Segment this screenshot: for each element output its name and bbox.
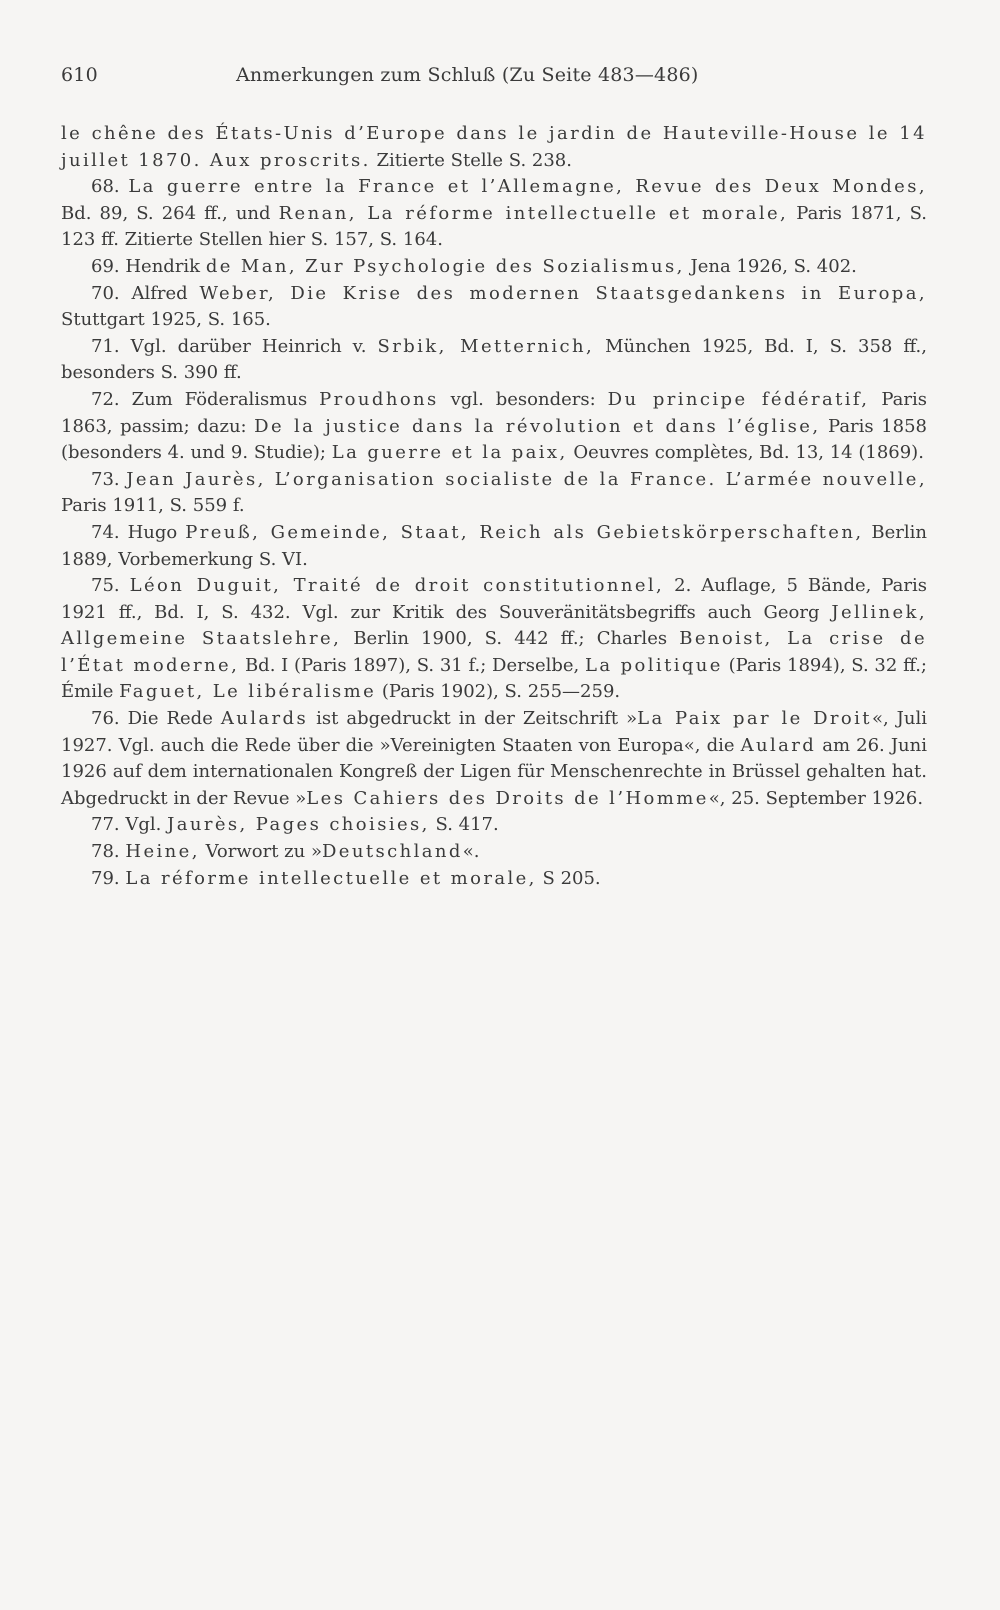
note-text: München 1925, Bd. I, S. 358 ff., besonders S. 390 ff. xyxy=(61,335,927,384)
endnote-73 xyxy=(61,467,927,520)
spaced-citation: Weber, Die Krise des modernen Staatsgedankens in Europa, xyxy=(199,282,927,304)
note-text: (Paris 1902), S. 255—259. xyxy=(376,681,621,703)
note-text: 74. Hugo xyxy=(91,521,186,543)
note-text: 70. Alfred xyxy=(91,282,200,304)
note-text: «, 25. September 1926. xyxy=(708,787,924,809)
endnote-77 xyxy=(61,812,927,839)
spaced-citation: Srbik, Metternich, xyxy=(377,335,595,357)
endnote-70 xyxy=(61,281,927,334)
spaced-citation: La Paix par le Droit xyxy=(637,708,872,730)
endnote-69 xyxy=(61,254,927,281)
note-text: 69. Hendrik xyxy=(91,255,206,277)
note-text: 76. Die Rede xyxy=(91,708,221,730)
endnote-74 xyxy=(61,520,927,573)
note-text: Paris 1863, passim; dazu: xyxy=(61,388,928,437)
note-text: Vorwort zu » xyxy=(199,841,322,863)
note-text: 78. xyxy=(91,841,126,863)
endnote-72 xyxy=(61,387,927,467)
page-number: 610 xyxy=(61,64,98,86)
note-text: Zitierte Stelle S. 238. xyxy=(370,149,572,171)
note-text: 2. Auflage, 5 Bände, Paris 1921 ff., Bd. I, S. 432. Vgl. zur Kritik des Souveränitätsbegriffs auch Georg xyxy=(61,575,927,623)
endnote-75 xyxy=(61,573,927,706)
note-text: 79. xyxy=(91,867,126,889)
note-text: Stuttgart 1925, S. 165. xyxy=(61,309,271,331)
spaced-citation: Jaurès, Pages choisies, xyxy=(167,814,430,836)
spaced-citation: Faguet, Le libéralisme xyxy=(119,681,377,703)
endnote-68 xyxy=(61,174,927,254)
spaced-citation: Preuß, Gemeinde, Staat, Reich als Gebietskörperschaften, xyxy=(185,521,864,543)
note-text: 71. Vgl. darüber Heinrich v. xyxy=(91,335,378,357)
endnote-79 xyxy=(61,866,927,893)
spaced-citation: Renan, La réforme intellectuelle et morale, xyxy=(278,202,789,224)
spaced-citation: Les Cahiers des Droits de l’Homme xyxy=(306,787,709,809)
spaced-citation: Deutschland xyxy=(321,841,463,863)
spaced-citation: La guerre et la paix, xyxy=(331,442,568,464)
note-text: Bd. I (Paris 1897), S. 31 f.; Derselbe, xyxy=(239,654,585,676)
endnote-71 xyxy=(61,334,927,387)
spaced-citation: Jellinek, Allgemeine Staatslehre, xyxy=(61,601,927,650)
endnote-76 xyxy=(61,706,927,812)
page-header xyxy=(61,64,927,94)
spaced-citation: De la justice dans la révolution et dans l’église, xyxy=(254,415,821,437)
running-head: Anmerkungen zum Schluß (Zu Seite 483—486) xyxy=(236,64,699,86)
note-text: Paris 1911, S. 559 f. xyxy=(61,495,245,517)
note-text: ist abgedruckt in der Zeitschrift » xyxy=(308,708,638,730)
spaced-citation: La réforme intellectuelle et morale, xyxy=(125,867,537,889)
spaced-citation: Léon Duguit, Traité de droit constitutionnel, xyxy=(129,575,665,597)
note-text: «, Juli 1927. Vgl. auch die Rede über die »Vereinigten Staaten von Europa«, die xyxy=(61,708,927,756)
note-text: 68. xyxy=(91,176,129,198)
note-text: 75. xyxy=(91,575,130,597)
endnote-67-cont xyxy=(61,121,927,174)
note-text: Paris 1871, S. 123 ff. Zitierte Stellen hier S. 157, S. 164. xyxy=(61,202,927,251)
note-text: S. 417. xyxy=(429,814,499,836)
spaced-citation: de Man, Zur Psychologie des Sozialismus, xyxy=(205,255,685,277)
note-text: 72. Zum Föderalismus xyxy=(91,388,320,410)
spaced-citation: Jean Jaurès, L’organisation socialiste de la France. L’armée nouvelle, xyxy=(126,468,927,490)
note-text: «. xyxy=(462,841,480,863)
spaced-citation: Benoist, La crise de l’État moderne, xyxy=(61,628,927,676)
spaced-citation: Proudhons xyxy=(319,388,439,410)
spaced-citation: Heine, xyxy=(125,841,200,863)
note-text: Oeuvres complètes, Bd. 13, 14 (1869). xyxy=(567,442,924,464)
endnotes xyxy=(61,121,927,892)
note-text: (Paris 1894), S. 32 ff.; Émile xyxy=(61,654,927,703)
endnote-78 xyxy=(61,839,927,866)
spaced-citation: La guerre entre la France et l’Allemagne, Revue des Deux Mondes, xyxy=(128,176,927,198)
spaced-citation: Du principe fédératif, xyxy=(607,388,870,410)
note-text: Jena 1926, S. 402. xyxy=(684,255,857,277)
note-text: 73. xyxy=(91,468,127,490)
note-text: am 26. Juni 1926 auf dem internationalen Kongreß der Ligen für Menschenrechte in Brüssel gehalten hat. Abgedruckt in der Revue » xyxy=(61,734,927,809)
spaced-citation: Aulard xyxy=(740,734,817,756)
note-text: Berlin 1900, S. 442 ff.; Charles xyxy=(341,628,680,650)
note-text: vgl. besonders: xyxy=(438,388,608,410)
note-text: Paris 1858 (besonders 4. und 9. Studie); xyxy=(61,415,927,464)
note-text: Berlin 1889, Vorbemerkung S. VI. xyxy=(61,521,928,570)
spaced-citation: Aulards xyxy=(220,708,309,730)
spaced-citation: le chêne des États-Unis d’Europe dans le jardin de Hauteville-House le 14 juillet 1870. Aux proscrits. xyxy=(61,123,927,171)
note-text: S 205. xyxy=(536,867,601,889)
note-text: Bd. 89, S. 264 ff., und xyxy=(61,202,279,224)
spaced-citation: La politique xyxy=(585,654,723,676)
note-text: 77. Vgl. xyxy=(91,814,168,836)
